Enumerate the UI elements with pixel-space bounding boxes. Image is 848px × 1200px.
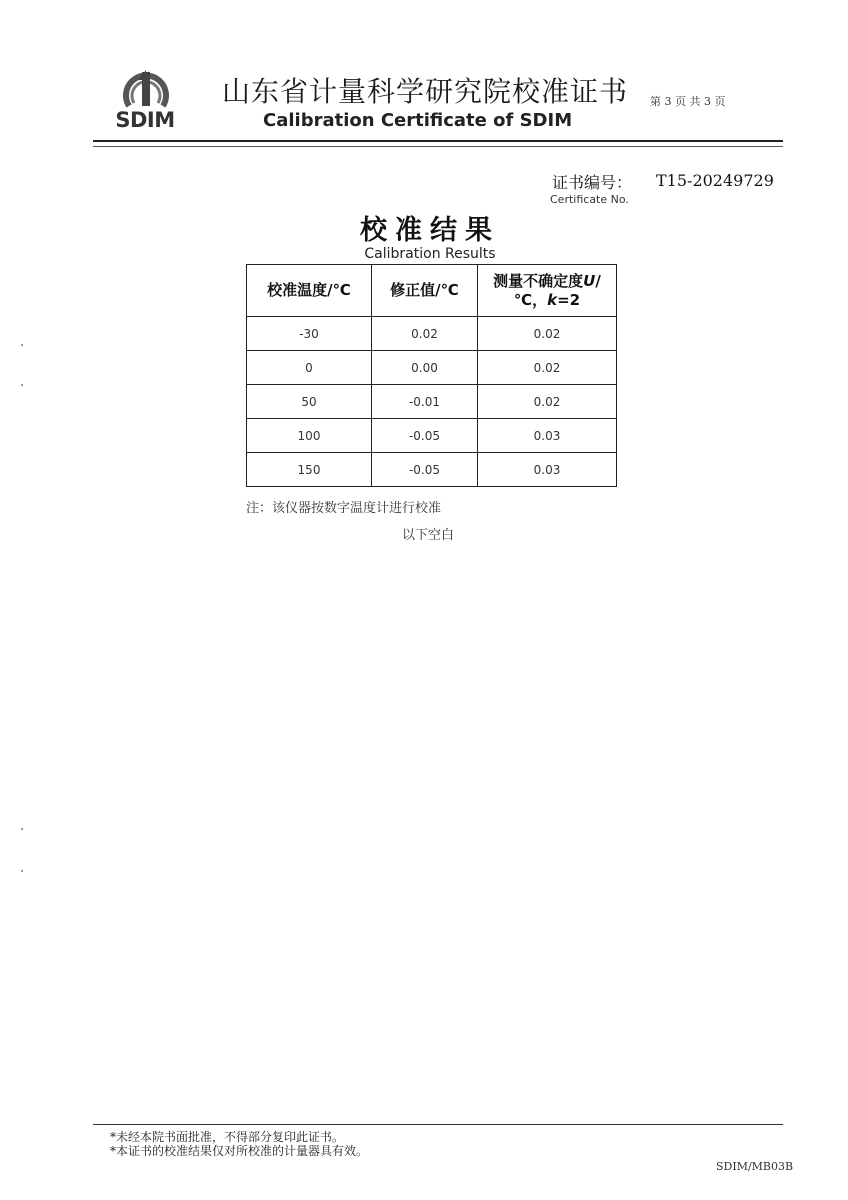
table-cell-temperature: 100 [247,419,372,453]
certificate-number: T15-20249729 [656,171,774,190]
table-row [247,419,617,453]
table-cell-uncertainty: 0.02 [478,317,617,351]
footer-copy-restriction: *未经本院书面批准，不得部分复印此证书。 [110,1130,345,1144]
table-row [247,453,617,487]
table-cell-uncertainty: 0.02 [478,351,617,385]
blank-below-marker: 以下空白 [402,528,455,543]
header-rule-thin [93,146,783,147]
table-row [247,351,617,385]
table-cell-correction: 0.00 [372,351,478,385]
header-uncertainty-unit: /℃， [513,271,601,309]
table-cell-correction: -0.05 [372,453,478,487]
footer-validity-statement: *本证书的校准结果仅对所校准的计量器具有效。 [110,1144,369,1158]
results-title-cn: 校准结果 [360,215,500,246]
header-coverage-value: =2 [557,290,581,309]
table-cell-uncertainty: 0.03 [478,453,617,487]
org-name-en: Calibration Certificate of SDIM [263,110,573,131]
scan-speck [21,344,23,346]
header-rule-thick [93,140,783,142]
certificate-label-cn: 证书编号： [552,173,633,192]
scan-speck [21,384,23,386]
table-cell-correction: -0.05 [372,419,478,453]
logo-text: SDIM [115,108,175,132]
table-cell-uncertainty: 0.02 [478,385,617,419]
table-cell-temperature: -30 [247,317,372,351]
certificate-label-en: Certificate No. [550,193,629,206]
table-cell-temperature: 150 [247,453,372,487]
table-row [247,385,617,419]
table-header-row [247,265,617,317]
header-measurement-uncertainty [478,265,617,317]
header-correction-value: 修正值/℃ [372,265,478,317]
header-uncertainty-symbol: U [583,271,596,290]
table-row [247,317,617,351]
table-cell-correction: 0.02 [372,317,478,351]
header-uncertainty-prefix: 测量不确定度 [493,271,584,290]
scan-speck [21,870,23,872]
header-calibration-temperature: 校准温度/℃ [247,265,372,317]
form-code: SDIM/MB03B [716,1160,794,1173]
footer-rule [93,1124,783,1125]
scan-speck [21,828,23,830]
calibration-results-table [246,264,617,487]
page-info: 第 3 页 共 3 页 [650,95,726,108]
table-cell-correction: -0.01 [372,385,478,419]
org-name-cn: 山东省计量科学研究院校准证书 [222,75,629,108]
results-title-en: Calibration Results [364,246,496,262]
header-coverage-k: k [547,290,558,309]
table-cell-temperature: 0 [247,351,372,385]
table-cell-uncertainty: 0.03 [478,419,617,453]
calibration-note: 注：该仪器按数字温度计进行校准 [246,501,442,516]
table-cell-temperature: 50 [247,385,372,419]
